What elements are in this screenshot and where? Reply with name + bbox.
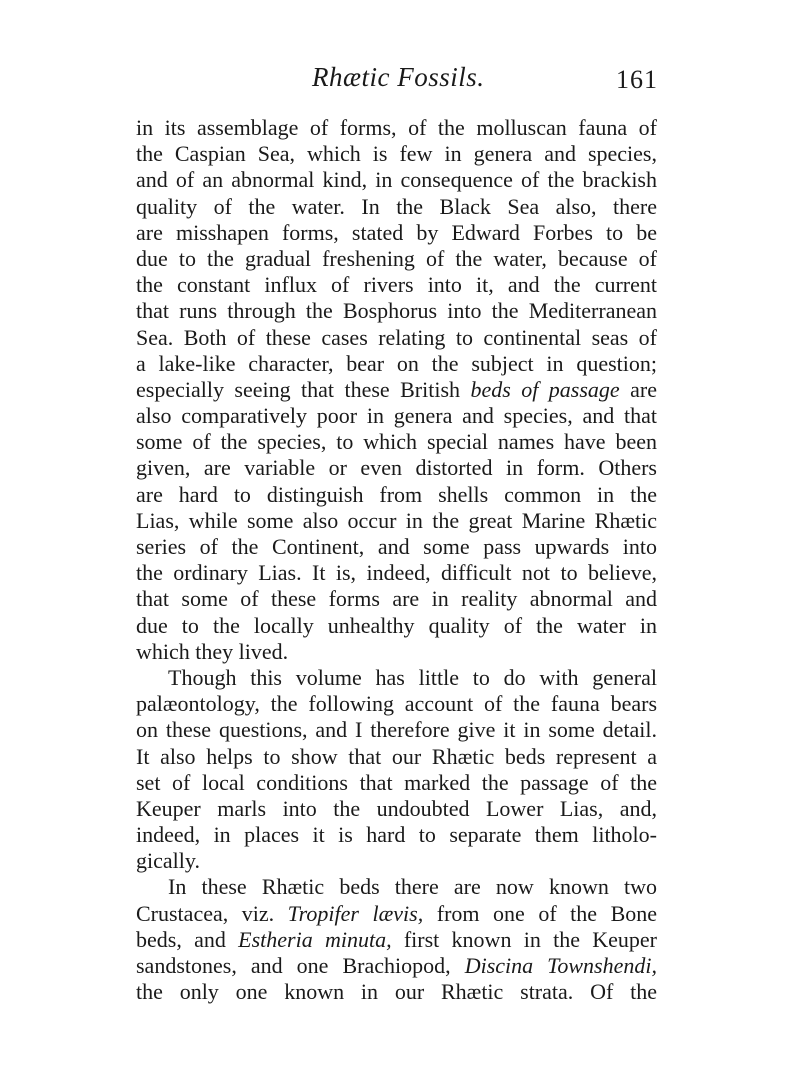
text-line: that runs through the Bosphorus into the Mediterranean [136, 298, 657, 324]
text-line: quality of the water. In the Black Sea also, there [136, 193, 657, 219]
text-line: on these questions, and I therefore give it in some detail. [136, 717, 657, 743]
text-line: indeed, in places it is hard to separate them litholo- [136, 822, 657, 848]
text-line [136, 901, 657, 927]
text-line: Sea. Both of these cases relating to continental seas of [136, 324, 657, 350]
text-line: Lias, while some also occur in the great Marine Rhætic [136, 507, 657, 533]
italic-term: Tropifer lævis, [287, 900, 424, 926]
text-line: some of the species, to which special names have been [136, 429, 657, 455]
text-segment: from one of the Bone [423, 900, 657, 926]
text-line: a lake-like character, bear on the subject in question; [136, 350, 657, 376]
text-line: and of an abnormal kind, in consequence of the brackish [136, 167, 657, 193]
text-line: In these Rhætic beds there are now known two [168, 874, 657, 900]
italic-term: Estheria minuta, [238, 926, 392, 952]
page-header [0, 62, 795, 102]
text-line: in its assemblage of forms, of the molluscan fauna of [136, 115, 657, 140]
text-line: that some of these forms are in reality abnormal and [136, 586, 657, 612]
text-segment: sandstones, and one Brachiopod, [136, 953, 465, 978]
text-line: due to the gradual freshening of the water, because of [136, 245, 657, 271]
body-text [136, 115, 657, 1005]
text-line: Keuper marls into the undoubted Lower Lias, and, [136, 795, 657, 821]
text-line: set of local conditions that marked the passage of the [136, 769, 657, 795]
text-line: Though this volume has little to do with general [168, 664, 657, 690]
text-line: the ordinary Lias. It is, indeed, difficult not to believe, [136, 560, 657, 586]
text-segment: Crustacea, viz. [136, 900, 288, 926]
text-segment: especially seeing that these British [136, 376, 471, 402]
text-line: also comparatively poor in genera and species, and that [136, 403, 657, 429]
italic-term: beds of passage [470, 376, 620, 402]
text-line: the constant influx of rivers into it, and the current [136, 272, 657, 298]
text-line: series of the Continent, and some pass upwards into [136, 534, 657, 559]
text-line: the Caspian Sea, which is few in genera and species, [136, 141, 657, 167]
page-number: 161 [616, 65, 658, 94]
text-line: gically. [136, 848, 200, 874]
text-line: due to the locally unhealthy quality of the water in [136, 612, 657, 638]
text-segment: first known in the Keuper [391, 926, 657, 952]
text-segment: beds, and [136, 926, 239, 952]
italic-term: Discina Townshendi, [464, 953, 657, 978]
text-line: which they lived. [136, 638, 289, 664]
text-line: given, are variable or even distorted in form. Others [136, 455, 657, 481]
text-line [136, 377, 657, 403]
text-line: palæontology, the following account of the fauna bears [136, 691, 657, 717]
text-line: the only one known in our Rhætic strata. Of the [136, 979, 657, 1005]
text-line [136, 953, 657, 979]
running-title: Rhætic Fossils. [312, 62, 485, 92]
text-line: are misshapen forms, stated by Edward Forbes to be [136, 219, 657, 245]
text-line [136, 927, 657, 953]
text-line: are hard to distinguish from shells common in the [136, 481, 657, 507]
text-segment: are [619, 376, 657, 402]
text-line: It also helps to show that our Rhætic beds represent a [136, 743, 657, 769]
